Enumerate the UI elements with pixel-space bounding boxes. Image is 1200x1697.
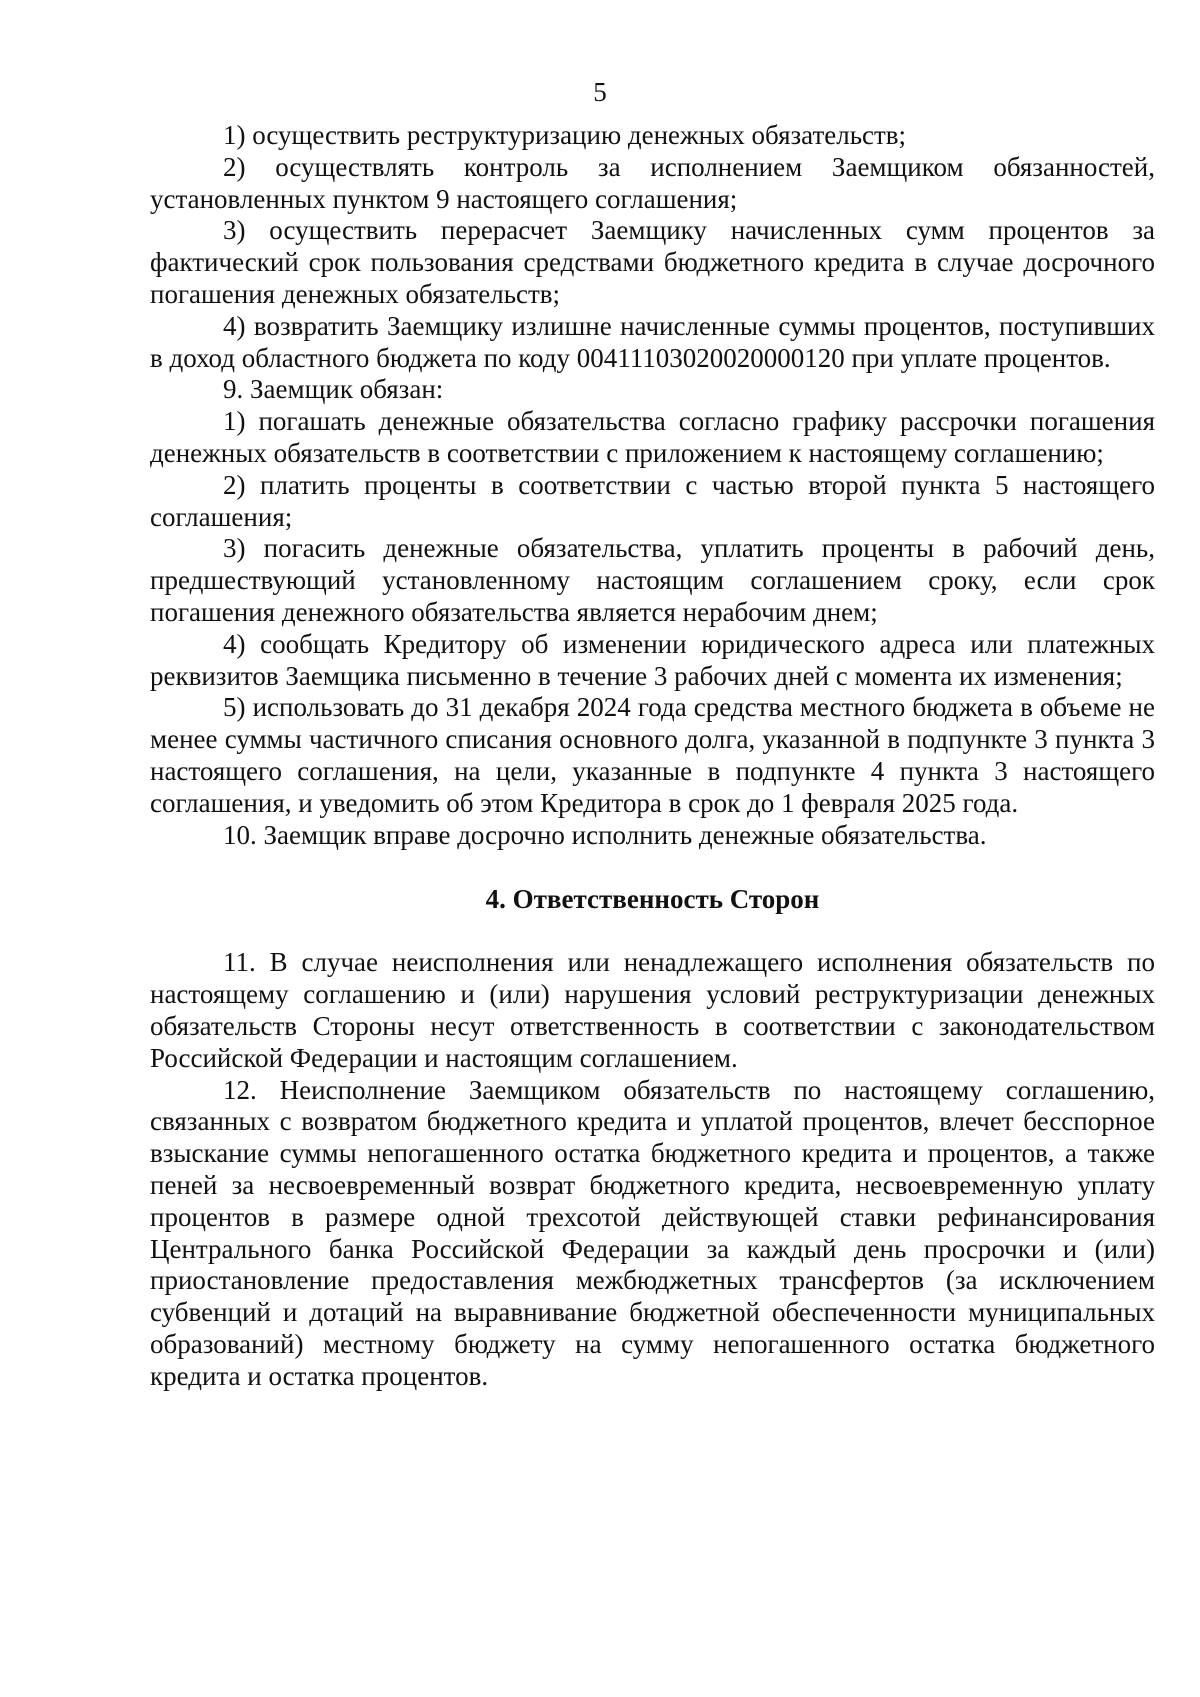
paragraph: 2) платить проценты в соответствии с частью второй пункта 5 настоящего соглашения; [150, 469, 1155, 532]
paragraph: 1) осуществить реструктуризацию денежных обязательств; [223, 120, 907, 150]
paragraph: 5) использовать до 31 декабря 2024 года средства местного бюджета в объеме не менее суммы частичного списания основного долга, указанной в подпункте 3 пункта 3 настоящего соглашения, на цели, указанные в подпункте 4 пункта 3 настоящего соглашения, и уведомить об этом Кредитора в срок до 1 февраля 2025 года. [150, 692, 1155, 818]
paragraph: 3) осуществить перерасчет Заемщику начисленных сумм процентов за фактический срок пользования средствами бюджетного кредита в случае досрочного погашения денежных обязательств; [150, 215, 1155, 309]
paragraph: 3) погасить денежные обязательства, уплатить проценты в рабочий день, предшествующий установленному настоящим соглашением сроку, если срок погашения денежного обязательства является нерабочим днем; [150, 533, 1155, 627]
paragraph: 2) осуществлять контроль за исполнением Заемщиком обязанностей, установленных пунктом 9 настоящего соглашения; [150, 151, 1155, 214]
paragraph: 4) сообщать Кредитору об изменении юридического адреса или платежных реквизитов Заемщика письменно в течение 3 рабочих дней с момента их изменения; [150, 628, 1155, 691]
page-number: 5 [593, 77, 607, 107]
paragraph: 12. Неисполнение Заемщиком обязательств по настоящему соглашению, связанных с возвратом бюджетного кредита и уплатой процентов, влечет бесспорное взыскание суммы непогашенного остатка бюджетного кредита и процентов, а также пеней за несвоевременный возврат бюджетного кредита, несвоевременную уплату процентов в размере одной трехсотой действующей ставки рефинансирования Центрального банка Российской Федерации за каждый день просрочки и (или) приостановление предоставления межбюджетных трансфертов (за исключением субвенций и дотаций на выравнивание бюджетной обеспеченности муниципальных образований) местному бюджету на сумму непогашенного остатка бюджетного кредита и остатка процентов. [150, 1074, 1155, 1391]
document-body [150, 120, 1155, 1392]
paragraph: 11. В случае неисполнения или ненадлежащего исполнения обязательств по настоящему соглашению и (или) нарушения условий реструктуризации денежных обязательств Стороны несут ответственность в соответствии с законодательством Российской Федерации и настоящим соглашением. [150, 947, 1155, 1073]
paragraph: 1) погашать денежные обязательства согласно графику рассрочки погашения денежных обязательств в соответствии с приложением к настоящему соглашению; [150, 406, 1155, 468]
section-heading: 4. Ответственность Сторон [485, 884, 820, 915]
paragraph: 10. Заемщик вправе досрочно исполнить денежные обязательства. [223, 819, 987, 850]
paragraph: 4) возвратить Заемщику излишне начисленные суммы процентов, поступивших в доход областного бюджета по коду 00411103020020000120 при уплате процентов. [150, 310, 1155, 373]
paragraph: 9. Заемщик обязан: [223, 374, 444, 405]
